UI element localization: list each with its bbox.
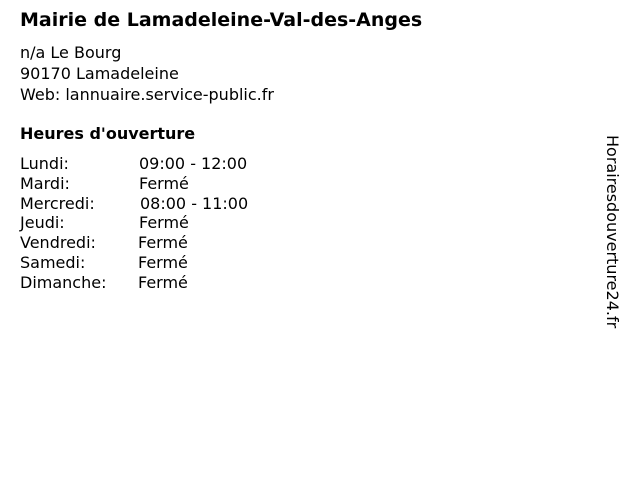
- day-label: Vendredi:: [20, 233, 96, 252]
- address-city: 90170 Lamadeleine: [20, 64, 179, 83]
- day-label: Dimanche:: [20, 273, 107, 292]
- day-label: Jeudi:: [20, 213, 65, 232]
- website-link[interactable]: Web: lannuaire.service-public.fr: [20, 85, 274, 104]
- day-hours: 08:00 - 11:00: [140, 194, 249, 213]
- day-hours: Fermé: [139, 213, 189, 232]
- day-hours: Fermé: [138, 233, 188, 252]
- day-label: Mardi:: [20, 174, 70, 193]
- site-watermark: Horairesdouverture24.fr: [603, 135, 622, 329]
- day-hours: 09:00 - 12:00: [139, 154, 248, 173]
- day-hours: Fermé: [139, 174, 189, 193]
- day-label: Mercredi:: [20, 194, 95, 213]
- place-title: Mairie de Lamadeleine-Val-des-Anges: [20, 9, 423, 31]
- day-label: Lundi:: [20, 154, 69, 173]
- day-label: Samedi:: [20, 253, 86, 272]
- day-hours: Fermé: [138, 273, 188, 292]
- address-street: n/a Le Bourg: [20, 43, 122, 62]
- opening-hours-heading: Heures d'ouverture: [20, 124, 196, 143]
- day-hours: Fermé: [138, 253, 188, 272]
